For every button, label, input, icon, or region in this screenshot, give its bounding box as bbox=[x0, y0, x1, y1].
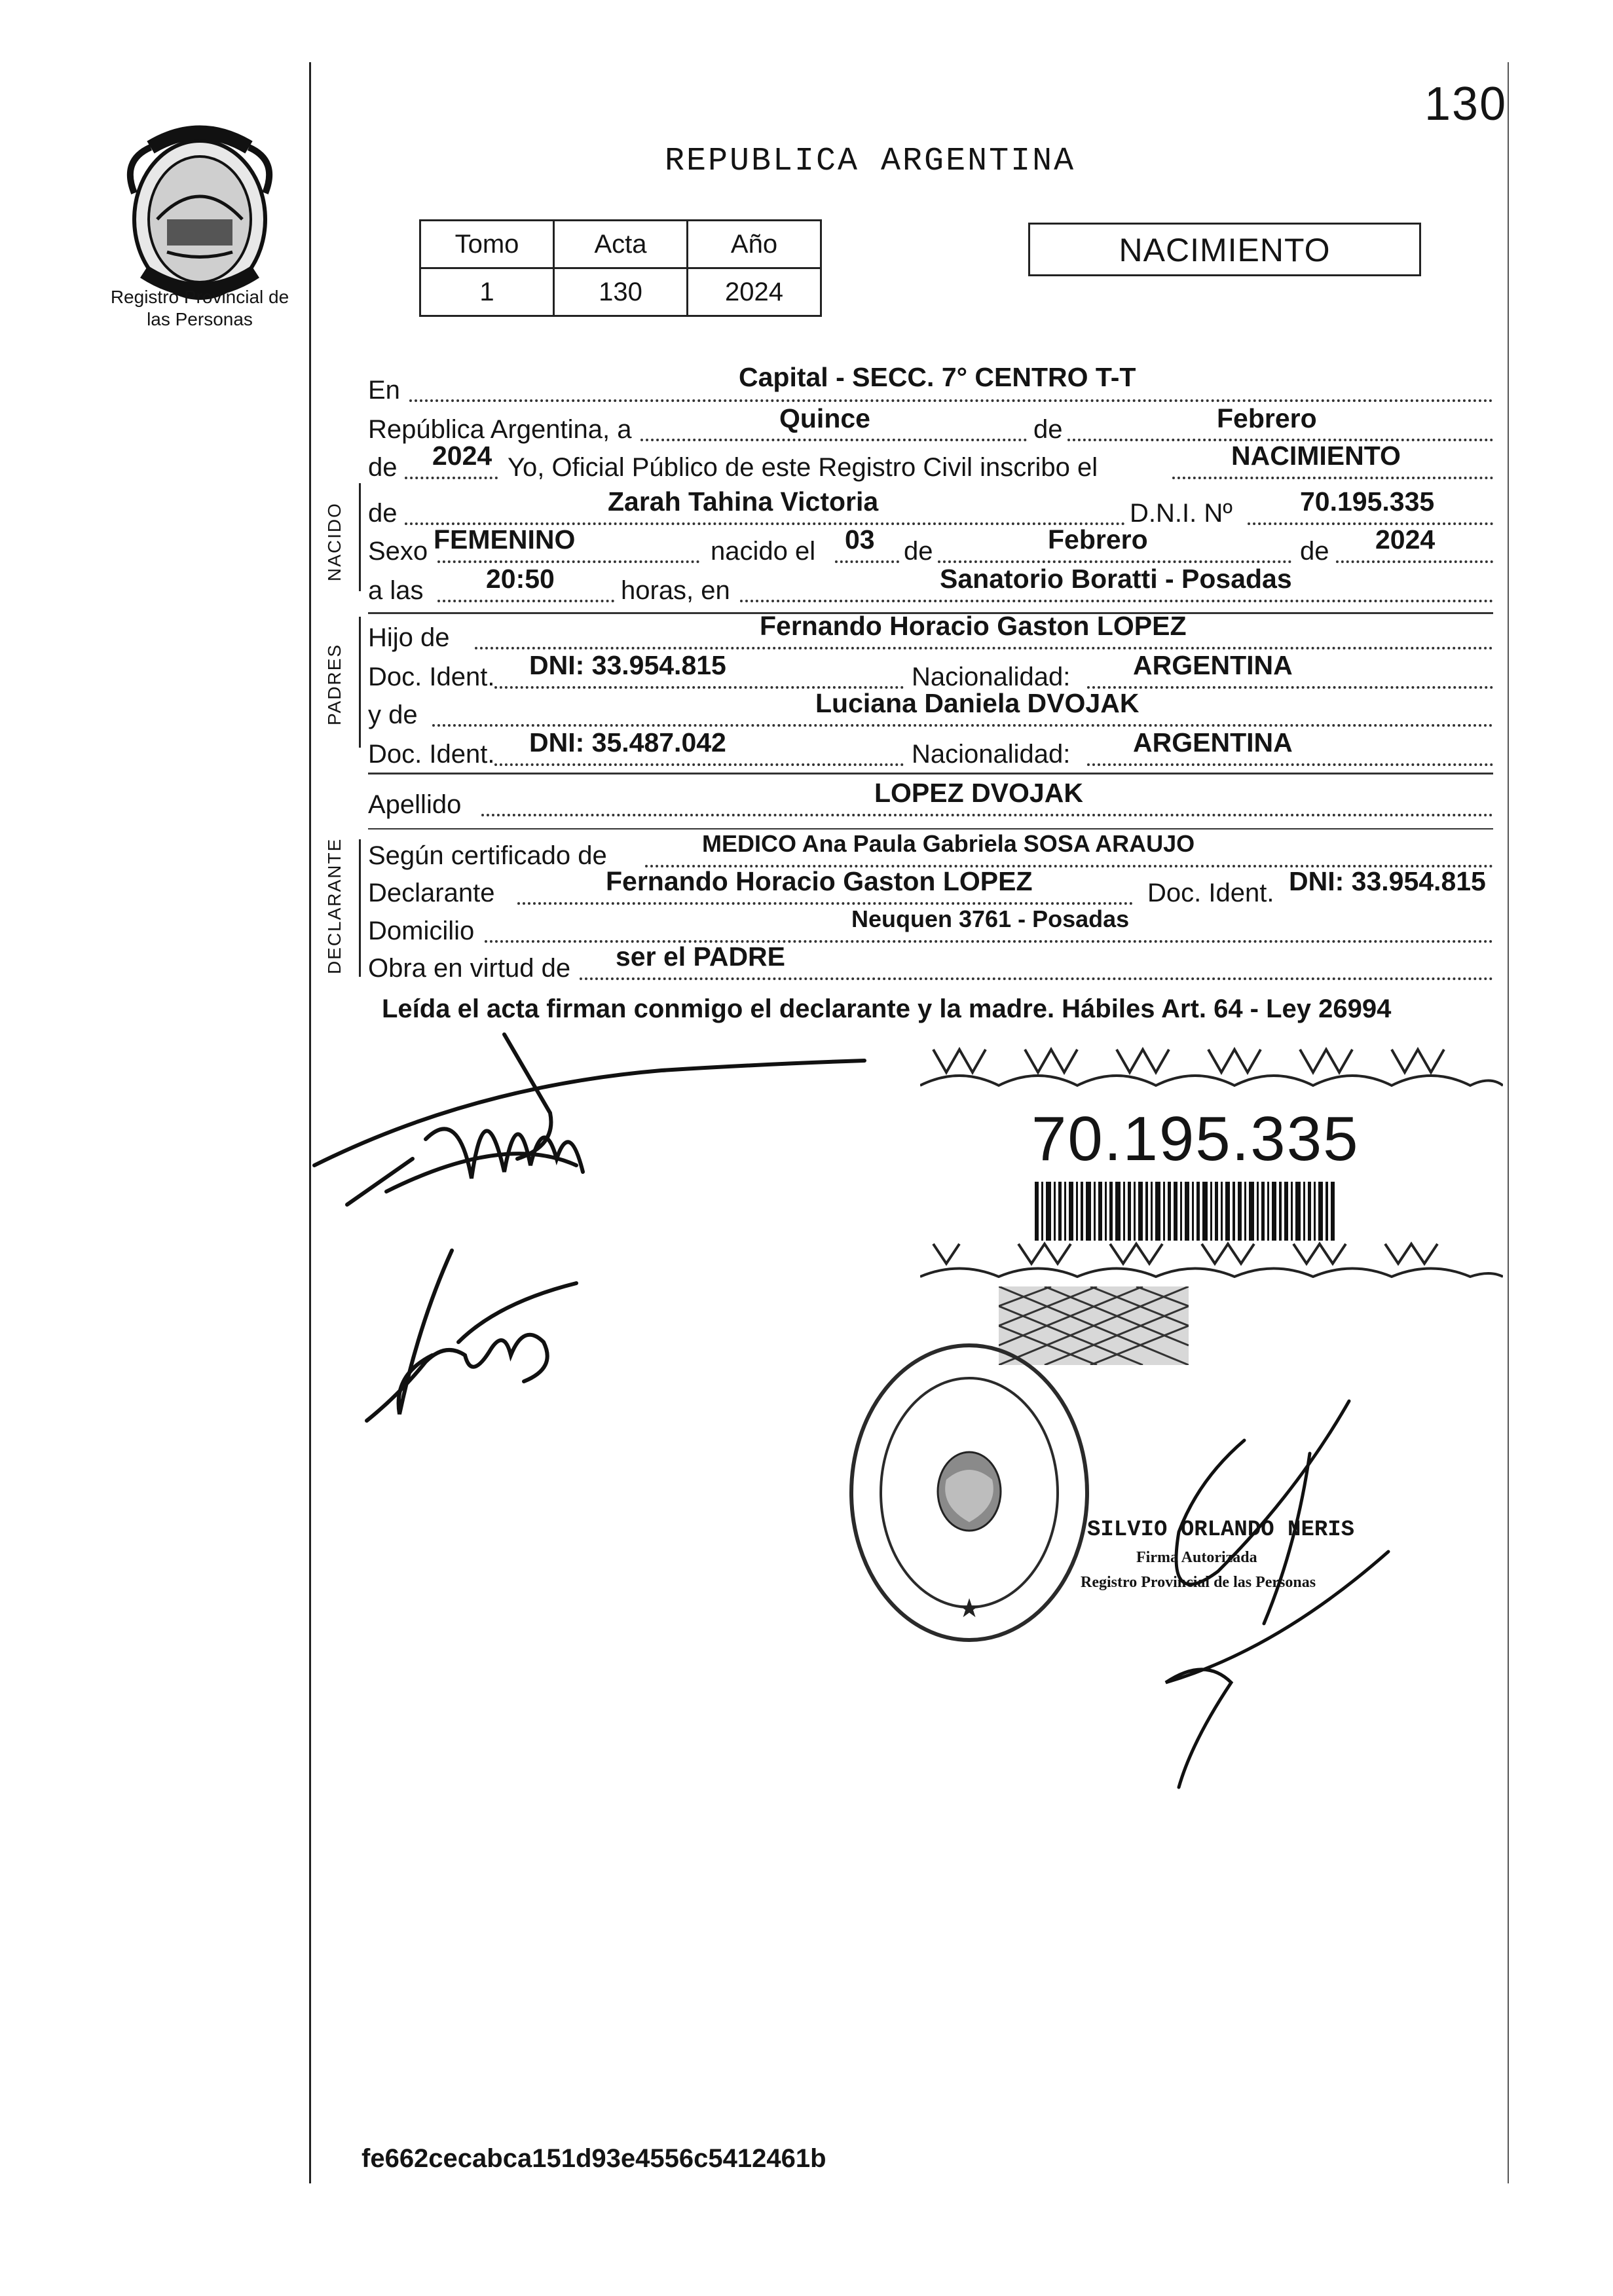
month-label: de bbox=[1033, 415, 1063, 444]
province-seal-logo bbox=[111, 121, 288, 311]
father-doc-label: Doc. Ident. bbox=[368, 663, 495, 691]
month-value: Febrero bbox=[1217, 403, 1317, 433]
country-title: REPUBLICA ARGENTINA bbox=[665, 143, 1076, 180]
section-separator-2 bbox=[368, 773, 1493, 774]
birth-place-label: horas, en bbox=[621, 576, 730, 605]
registry-name: Registro Provincial de las Personas bbox=[110, 287, 289, 329]
value-ano: 2024 bbox=[688, 268, 821, 316]
header-ano: Año bbox=[688, 221, 821, 268]
svg-text:★: ★ bbox=[957, 1594, 981, 1624]
born-label: nacido el bbox=[711, 537, 816, 566]
time-dots bbox=[437, 600, 614, 602]
father-doc: DNI: 33.954.815 bbox=[529, 650, 726, 680]
father-nationality: ARGENTINA bbox=[1133, 650, 1293, 680]
capacity-label: Obra en virtud de bbox=[368, 954, 571, 983]
record-value: NACIMIENTO bbox=[1231, 441, 1401, 471]
father-nat-label: Nacionalidad: bbox=[912, 663, 1071, 691]
reference-table bbox=[419, 219, 822, 317]
child-dni: 70.195.335 bbox=[1300, 486, 1435, 517]
sex-value: FEMENINO bbox=[434, 524, 576, 555]
padres-bracket bbox=[359, 617, 361, 748]
born-day-dots bbox=[835, 560, 899, 563]
child-name-label: de bbox=[368, 499, 398, 528]
place-value: Capital - SECC. 7° CENTRO T-T bbox=[739, 362, 1136, 392]
surname-label: Apellido bbox=[368, 790, 462, 819]
value-acta: 130 bbox=[554, 268, 688, 316]
birth-place: Sanatorio Boratti - Posadas bbox=[940, 564, 1292, 594]
mother-doc-label: Doc. Ident. bbox=[368, 740, 495, 769]
reference-table-value-row bbox=[420, 268, 821, 316]
section-label-declarante: DECLARANTE bbox=[324, 837, 344, 974]
id-sticker-number: 70.195.335 bbox=[1031, 1104, 1360, 1174]
place-dots bbox=[409, 399, 1493, 402]
header-tomo: Tomo bbox=[420, 221, 554, 268]
birth-place-dots bbox=[740, 600, 1493, 602]
mother-name: Luciana Daniela DVOJAK bbox=[815, 688, 1140, 718]
mother-doc: DNI: 35.487.042 bbox=[529, 727, 726, 757]
address-label: Domicilio bbox=[368, 917, 475, 945]
record-type-box: NACIMIENTO bbox=[1028, 223, 1421, 276]
nacido-bracket bbox=[359, 483, 361, 591]
officer-name: SILVIO ORLANDO NERIS bbox=[1087, 1518, 1355, 1542]
place-label: En bbox=[368, 376, 400, 405]
day-value: Quince bbox=[779, 403, 870, 433]
child-dni-dots bbox=[1248, 522, 1493, 525]
father-name: Fernando Horacio Gaston LOPEZ bbox=[760, 611, 1187, 641]
mother-nationality: ARGENTINA bbox=[1133, 727, 1293, 757]
declarante-bracket bbox=[359, 839, 361, 977]
mother-label: y de bbox=[368, 701, 418, 729]
time-value: 20:50 bbox=[486, 564, 555, 594]
reference-table-header-row bbox=[420, 221, 821, 268]
record-dots bbox=[1172, 477, 1493, 479]
year-dots bbox=[405, 477, 498, 479]
born-year-label: de bbox=[1300, 537, 1329, 566]
born-year: 2024 bbox=[1375, 524, 1436, 555]
certificate-label: Según certificado de bbox=[368, 841, 607, 870]
section-label-padres: PADRES bbox=[324, 643, 344, 725]
closing-statement: Leída el acta firman conmigo el declarante y la madre. Hábiles Art. 64 - Ley 26994 bbox=[382, 994, 1392, 1023]
declarant-name: Fernando Horacio Gaston LOPEZ bbox=[606, 866, 1033, 896]
year-label: de bbox=[368, 453, 398, 482]
address-value: Neuquen 3761 - Posadas bbox=[851, 905, 1130, 932]
officer-signature bbox=[1048, 1375, 1415, 1807]
surname-dots bbox=[481, 814, 1493, 816]
father-nat-dots bbox=[1087, 686, 1493, 689]
security-band-bottom bbox=[920, 1241, 1503, 1280]
year-value: 2024 bbox=[432, 441, 492, 471]
officer-role: Firma Autorizada bbox=[1136, 1549, 1257, 1566]
declarant-label: Declarante bbox=[368, 879, 495, 907]
father-label: Hijo de bbox=[368, 623, 450, 652]
sex-dots bbox=[437, 560, 699, 563]
page-number: 130 bbox=[1424, 78, 1508, 130]
time-label: a las bbox=[368, 576, 424, 605]
mother-doc-dots bbox=[494, 763, 904, 766]
statement-text: Yo, Oficial Público de este Registro Civil inscribo el bbox=[508, 453, 1098, 482]
mother-nat-label: Nacionalidad: bbox=[912, 740, 1071, 769]
capacity-dots bbox=[580, 977, 1493, 980]
born-month-label: de bbox=[904, 537, 933, 566]
republic-label: República Argentina, a bbox=[368, 415, 632, 444]
born-year-dots bbox=[1336, 560, 1493, 563]
day-dots bbox=[640, 439, 1027, 441]
declarant-signature bbox=[308, 1008, 884, 1231]
mother-nat-dots bbox=[1087, 763, 1493, 766]
child-name: Zarah Tahina Victoria bbox=[608, 486, 879, 517]
born-day: 03 bbox=[845, 524, 875, 555]
value-tomo: 1 bbox=[420, 268, 554, 316]
section-label-nacido: NACIDO bbox=[324, 502, 344, 581]
sex-label: Sexo bbox=[368, 537, 428, 566]
right-margin-line bbox=[1508, 62, 1509, 2183]
certificate-value: MEDICO Ana Paula Gabriela SOSA ARAUJO bbox=[702, 830, 1195, 857]
surname-value: LOPEZ DVOJAK bbox=[874, 778, 1083, 808]
declarant-doc-label: Doc. Ident. bbox=[1147, 879, 1274, 907]
security-band-top bbox=[920, 1040, 1503, 1092]
id-barcode bbox=[1035, 1182, 1336, 1241]
document-hash: fe662cecabca151d93e4556c5412461b bbox=[362, 2144, 826, 2173]
declarant-doc: DNI: 33.954.815 bbox=[1289, 866, 1486, 896]
header-acta: Acta bbox=[554, 221, 688, 268]
child-dni-label: D.N.I. Nº bbox=[1130, 499, 1233, 528]
born-month: Febrero bbox=[1048, 524, 1148, 555]
officer-organization: Registro Provincial de las Personas bbox=[1081, 1574, 1316, 1591]
mother-signature bbox=[341, 1244, 603, 1434]
capacity-value: ser el PADRE bbox=[616, 941, 786, 972]
